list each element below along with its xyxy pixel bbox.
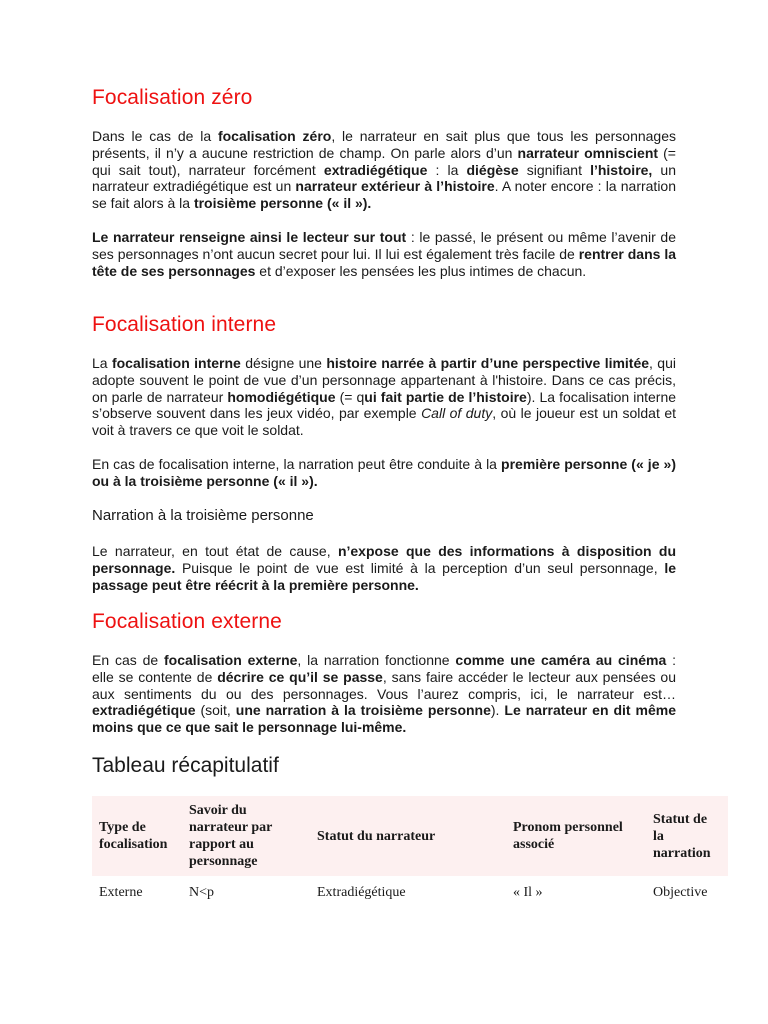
text-run: . A noter encore : la narration se fait alors à la	[92, 178, 677, 212]
text-run: (soit,	[195, 702, 236, 719]
bold-text: homodiégétique	[227, 388, 336, 405]
bold-text: histoire narrée à partir d’une perspective limitée	[326, 355, 650, 371]
text-run: désigne une	[240, 355, 327, 371]
text-run: En cas de	[92, 652, 164, 668]
bold-text: narrateur omniscient	[517, 144, 659, 161]
text-run: , sans faire accéder le lecteur aux pensées ou aux sentiments du ou des personnages. Vous l’aurez compris, ici, le narrateur est…	[92, 668, 676, 702]
text-run: (= q	[335, 388, 365, 405]
text-run: : le passé, le présent ou même l’avenir de ses personnages n’ont aucun secret pour lui. Il lui est également très facile de	[92, 229, 677, 262]
heading-focalisation-interne: Focalisation interne	[92, 313, 277, 336]
table-header-cell: Statut de la narration	[646, 796, 728, 876]
bold-text: focalisation externe	[163, 652, 298, 668]
bold-text: l’histoire,	[590, 161, 653, 178]
text-run: Puisque le point de vue est limité à la perception d’un seul personnage,	[175, 559, 665, 576]
text-run: : la	[427, 161, 467, 178]
text-run: , la narration fonctionne	[297, 652, 456, 668]
bold-text: extradiégétique	[92, 702, 196, 719]
table-header-cell: Type de focalisation	[92, 796, 182, 876]
bold-text: une narration à la troisième personne	[235, 702, 491, 719]
paragraph-troisieme-personne	[92, 543, 676, 593]
text-run: : elle se contente de	[92, 652, 677, 685]
paragraph-interne-intro	[92, 355, 676, 439]
table-cell: Objective	[653, 885, 708, 900]
text-run: , le narrateur en sait plus que tous les personnages présents, il n’y a aucune restriction de champ. On parle alors d’un	[92, 128, 677, 161]
bold-text: le passage peut être réécrit à la première personne.	[92, 559, 676, 593]
heading-focalisation-zero: Focalisation zéro	[92, 86, 253, 109]
paragraph-externe	[92, 652, 676, 736]
bold-text: rentrer dans la tête de ses personnages	[92, 245, 677, 279]
table-cell: « Il »	[513, 885, 543, 900]
bold-text: première personne (« je ») ou à la troisième personne (« il »).	[92, 456, 676, 489]
table-header-cell: Pronom personnel associé	[506, 796, 646, 876]
heading-focalisation-externe: Focalisation externe	[92, 610, 282, 633]
bold-text: comme une caméra au cinéma	[455, 652, 667, 668]
table-row	[92, 876, 728, 909]
recap-table	[92, 796, 728, 909]
bold-text: Le narrateur en dit même moins que ce que sait le personnage lui-même.	[92, 702, 676, 736]
bold-text: ui fait partie de l’histoire	[364, 388, 527, 405]
bold-text: focalisation zéro	[217, 128, 332, 144]
bold-text: troisième personne (« il »).	[193, 195, 372, 212]
bold-text: focalisation interne	[111, 355, 241, 371]
paragraph-zero-details	[92, 229, 676, 279]
table-header-cell: Statut du narrateur	[310, 796, 506, 876]
text-run: ).	[490, 702, 505, 719]
text-run: ). La focalisation interne s’observe souvent dans les jeux vidéo, par exemple	[92, 388, 677, 422]
italic-text: Call of duty	[421, 405, 493, 422]
table-header-row	[92, 796, 728, 876]
bold-text: décrire ce qu’il se passe	[217, 668, 383, 685]
text-run: Le narrateur, en tout état de cause,	[92, 543, 338, 559]
paragraph-interne-person	[92, 456, 676, 490]
table-header-cell: Savoir du narrateur par rapport au personnage	[182, 796, 310, 876]
bold-text: narrateur extérieur à l’histoire	[295, 178, 495, 195]
heading-tableau-recapitulatif: Tableau récapitulatif	[92, 754, 279, 777]
table-cell: N<p	[189, 885, 215, 900]
bold-text: n’expose que des informations à disposition du personnage.	[92, 543, 677, 576]
text-run: , où le joueur est un soldat et voit à travers ce que voit le soldat.	[92, 405, 676, 439]
text-run: (= qui sait tout), narrateur forcément	[92, 144, 676, 178]
text-run: , qui adopte souvent le point de vue d’un personnage appartenant à l'histoire. Dans ce cas précis, on parle de narrateur	[92, 355, 676, 405]
bold-text: extradiégétique	[323, 161, 428, 178]
text-run: Dans le cas de la	[92, 128, 218, 144]
text-run: En cas de focalisation interne, la narration peut être conduite à la	[92, 456, 502, 472]
text-run: et d’exposer les pensées les plus intimes de chacun.	[255, 262, 587, 279]
paragraph-zero-intro	[92, 128, 676, 212]
text-run: signifiant	[518, 161, 591, 178]
bold-text: diégèse	[466, 161, 519, 178]
text-run: un narrateur extradiégétique est un	[92, 161, 676, 195]
text-run: La	[92, 355, 112, 371]
subheading-troisieme-personne: Narration à la troisième personne	[92, 507, 314, 524]
bold-text: Le narrateur renseigne ainsi le lecteur sur tout	[92, 229, 407, 245]
table-cell: Extradiégétique	[317, 885, 406, 900]
table-cell: Externe	[99, 885, 143, 900]
